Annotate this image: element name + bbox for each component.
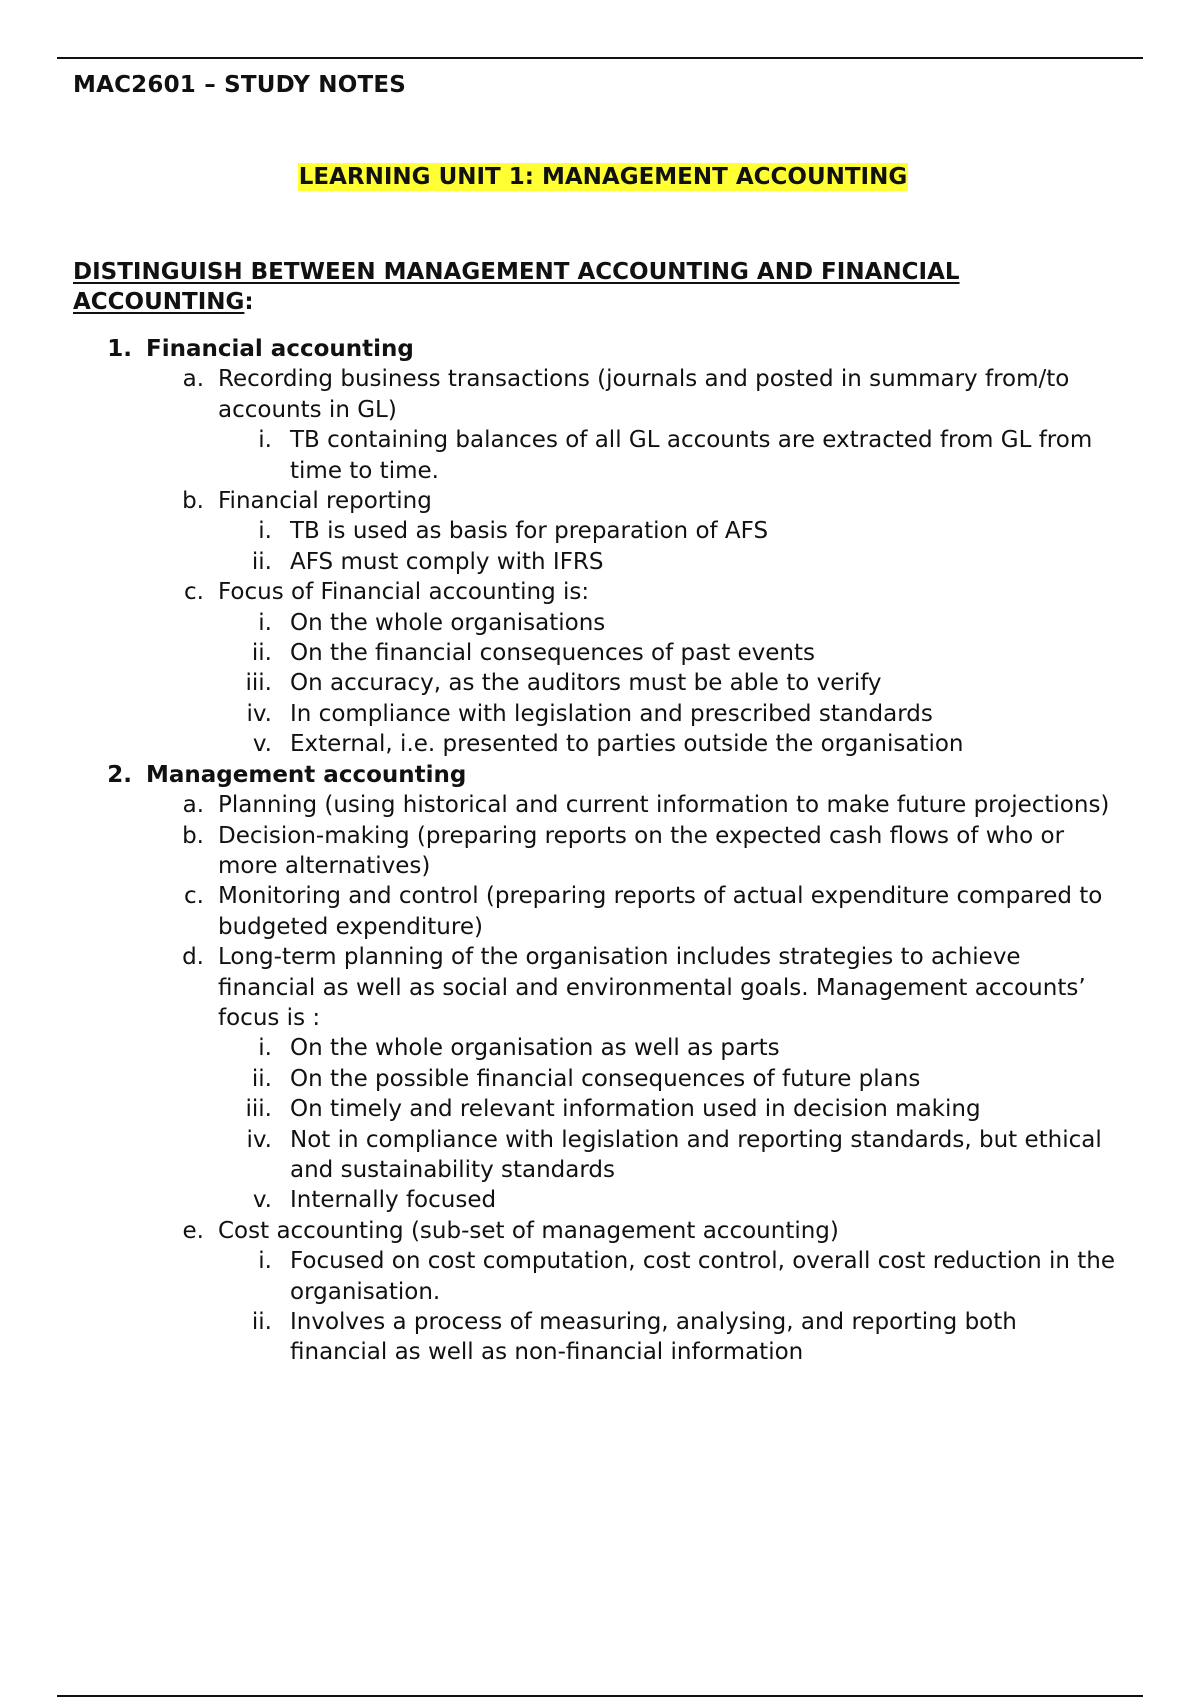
list-marker: ii. [251, 548, 272, 575]
unit-title-highlighted: LEARNING UNIT 1: MANAGEMENT ACCOUNTING [298, 164, 908, 190]
document-header: MAC2601 – STUDY NOTES [73, 72, 407, 98]
list-marker: 2. [107, 761, 132, 788]
study-notes-outline [0, 334, 1200, 1368]
list-marker: i. [258, 1248, 272, 1275]
list-marker: c. [184, 579, 204, 606]
list-marker: i. [258, 427, 272, 454]
list-marker: c. [184, 883, 204, 910]
list-text: Not in compliance with legislation and reporting standards, but ethical and sustainability standards [290, 1126, 1102, 1183]
list-text: In compliance with legislation and prescribed standards [290, 700, 933, 727]
list-marker: a. [182, 366, 204, 393]
outline-subitem [0, 516, 1200, 546]
top-rule [57, 57, 1143, 59]
outline-item [0, 942, 1200, 1033]
list-text: Monitoring and control (preparing reports of actual expenditure compared to budgeted expenditure) [218, 883, 1103, 940]
list-text: On the whole organisation as well as parts [290, 1035, 780, 1062]
outline-subitem [0, 638, 1200, 668]
outline-subitem [0, 1307, 1200, 1368]
section-heading [73, 257, 1073, 317]
outline-subitem [0, 425, 1200, 486]
list-marker: iv. [246, 1126, 272, 1153]
list-text: Financial accounting [146, 336, 414, 362]
outline-section [0, 760, 1200, 790]
list-text: Long-term planning of the organisation includes strategies to achieve financial as well as social and environmental goals. Management accounts’ focus is : [218, 944, 1086, 1031]
outline-subitem [0, 1185, 1200, 1215]
list-marker: ii. [251, 1065, 272, 1092]
list-text: Financial reporting [218, 488, 432, 515]
outline-item [0, 364, 1200, 425]
list-marker: i. [258, 1035, 272, 1062]
list-marker: e. [182, 1217, 204, 1244]
outline-subitem [0, 1246, 1200, 1307]
outline-item [0, 1216, 1200, 1246]
outline-subitem [0, 729, 1200, 759]
list-text: Focused on cost computation, cost control, overall cost reduction in the organisation. [290, 1248, 1116, 1305]
list-text: TB is used as basis for preparation of AFS [290, 518, 769, 545]
outline-subitem [0, 1125, 1200, 1186]
outline-subitem [0, 1064, 1200, 1094]
list-marker: a. [182, 792, 204, 819]
list-text: Focus of Financial accounting is: [218, 579, 590, 606]
section-heading-colon: : [244, 289, 254, 315]
outline-subitem [0, 1094, 1200, 1124]
list-text: On the whole organisations [290, 609, 606, 636]
outline-subitem [0, 608, 1200, 638]
list-marker: b. [182, 488, 204, 515]
outline-section [0, 334, 1200, 364]
outline-item [0, 881, 1200, 942]
outline-item [0, 821, 1200, 882]
list-text: Cost accounting (sub-set of management accounting) [218, 1217, 839, 1244]
list-text: Internally focused [290, 1187, 497, 1214]
outline-subitem [0, 668, 1200, 698]
list-text: Recording business transactions (journals and posted in summary from/to accounts in GL) [218, 366, 1070, 423]
list-text: On the financial consequences of past events [290, 640, 816, 667]
list-marker: d. [182, 944, 204, 971]
list-text: TB containing balances of all GL accounts are extracted from GL from time to time. [290, 427, 1093, 484]
list-text: AFS must comply with IFRS [290, 548, 604, 575]
outline-subitem [0, 547, 1200, 577]
list-marker: b. [182, 822, 204, 849]
list-marker: v. [252, 731, 272, 758]
list-marker: iii. [245, 1096, 272, 1123]
list-marker: ii. [251, 640, 272, 667]
list-text: On accuracy, as the auditors must be able to verify [290, 670, 882, 697]
unit-title-container [0, 163, 1200, 191]
outline-subitem [0, 1033, 1200, 1063]
outline-item [0, 486, 1200, 516]
section-heading-underlined: DISTINGUISH BETWEEN MANAGEMENT ACCOUNTING AND FINANCIAL ACCOUNTING [73, 259, 960, 315]
list-marker: 1. [107, 336, 132, 362]
bottom-rule [57, 1695, 1143, 1697]
outline-item [0, 790, 1200, 820]
list-text: Planning (using historical and current information to make future projections) [218, 792, 1110, 819]
list-text: Decision-making (preparing reports on the expected cash flows of who or more alternatives) [218, 822, 1065, 879]
list-text: Management accounting [146, 761, 467, 788]
outline-subitem [0, 699, 1200, 729]
list-marker: i. [258, 609, 272, 636]
list-marker: v. [252, 1187, 272, 1214]
list-text: Involves a process of measuring, analysing, and reporting both financial as well as non-financial information [290, 1309, 1017, 1366]
list-marker: iii. [245, 670, 272, 697]
list-marker: i. [258, 518, 272, 545]
list-text: On timely and relevant information used in decision making [290, 1096, 981, 1123]
list-marker: ii. [251, 1309, 272, 1335]
list-text: External, i.e. presented to parties outside the organisation [290, 731, 964, 758]
outline-item [0, 577, 1200, 607]
list-text: On the possible financial consequences of future plans [290, 1065, 921, 1092]
list-marker: iv. [246, 700, 272, 727]
